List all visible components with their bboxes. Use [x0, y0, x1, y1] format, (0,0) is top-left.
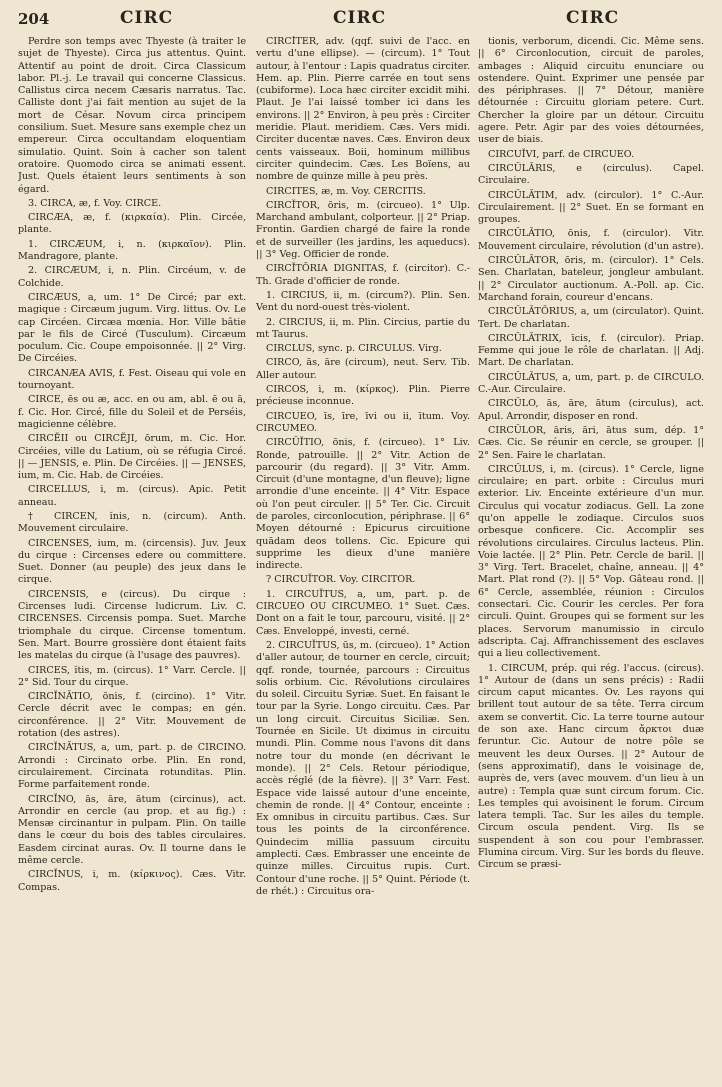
dictionary-entry: CIRCLUS, sync. p. CIRCULUS. Virg. — [266, 343, 442, 355]
dictionary-entry: CIRCŬLOR, āris, āri, ātus sum, dép. 1° Cæs. Cic. Se réunir en cercle, se grouper. || 2° Sen. Faire le charlatan. — [478, 424, 704, 461]
dictionary-entry: † CIRCEN, ĭnis, n. (circum). Anth. Mouvement circulaire. — [18, 510, 246, 535]
dictionary-entry: CIRCĬNO, ās, āre, ātum (circinus), act. Arrondir en cercle (au prop. et au fig.) : Mensæ circinantur in pulpam. Plin. On taille dans le cœur du bois des tables circulaires. Easdem circinat auras. Ov. Il tourne dans le même cercle. — [18, 793, 246, 866]
dictionary-entry: CIRCŬLUS, i, m. (circus). 1° Cercle, ligne circulaire; en part. orbite : Circulus muri exterior. Liv. Enceinte extérieure d'un mur. Circulus qui vocatur zodiacus. Gell. La zone qu'on appelle le zodiaque. Circulos suos orbesque conficere. Cic. Accomplir ses révolutions circulaires. Circulus lacteus. Plin. Voie lactée. || 2° Plin. Petr. Cercle de baril. || 3° Virg. Tert. Bracelet, chaîne, anneau. || 4° Mart. Plat rond (?). || 5° Vop. Gâteau rond. || 6° Cercle, assemblée, réunion : Circulos consectari. Cic. Courir les cercles. Per fora circuli. Quint. Groupes qui se forment sur les places. Servorum manumissio in circulo adscripta. Caj. Affranchissement des esclaves qui a lieu collectivement. — [478, 463, 704, 660]
dictionary-entry: CIRCŬLO, ās, āre, ātum (circulus), act. Apul. Arrondir, disposer en rond. — [478, 398, 704, 422]
dictionary-entry: 2. CIRCÆUM, i, n. Plin. Circéum, v. de Colchide. — [18, 265, 246, 289]
column-left — [18, 36, 246, 1076]
running-head-left: CIRC — [120, 8, 174, 28]
dictionary-entry: CIRCŬLĀTRIX, īcis, f. (circulor). Priap. Femme qui joue le rôle de charlatan. || Adj. Mart. De charlatan. — [478, 332, 704, 369]
running-head-right: CIRC — [566, 8, 620, 28]
dictionary-entry: 3. CIRCA, æ, f. Voy. CIRCE. — [28, 197, 162, 209]
dictionary-entry: CIRCENSES, ium, m. (circensis). Juv. Jeux du cirque : Circenses edere ou committere. Suet. Donner (au peuple) des jeux dans le cirque. — [18, 537, 246, 586]
dictionary-entry: Perdre son temps avec Thyeste (à traiter le sujet de Thyeste). Circa jus attentus. Quint. Attentif au point de droit. Circa Classicum labor. Pl.-j. Le travail qui concerne Classicus. Callistus circa necem Cæsaris narratus. Tac. Calliste dont j'ai fait mention au sujet de la mort de César. Novum circa principem consilium. Suet. Mesure sans exemple chez un empereur. Circa occultandam eloquentiam simulatio. Quint. Soin à cacher son talent oratoire. Quomodo circa se animati essent. Just. Quels étaient leurs sentiments à son égard. — [18, 36, 246, 195]
dictionary-entry: 1. CIRCUM, prép. qui rég. l'accus. (circus). 1° Autour de (dans un sens précis) : Radii circum caput micantes. Ov. Les rayons qui brillent tout autour de sa tête. Terra circum axem se convertit. Cic. La terre tourne autour de son axe. Hanc circum ἄρκτοι duæ feruntur. Cic. Autour de notre pôle se meuvent les deux Ourses. || 2° Autour de (sens approximatif), dans le voisinage de, auprès de, vers (avec mouvem. d'un lieu à un autre) : Templa quæ sunt circum forum. Cic. Les temples qui avoisinent le forum. Circum latera templi. Tac. Sur les ailes du temple. Circum oscula pendent. Virg. Ils se suspendent à son cou pour l'embrasser. Flumina circum. Virg. Sur les bords du fleuve. Circum se præsi- — [478, 662, 704, 871]
dictionary-entry: CIRCANÆA AVIS, f. Fest. Oiseau qui vole en tournoyant. — [18, 367, 246, 392]
page-header — [0, 6, 722, 30]
dictionary-entry: tionis, verborum, dicendi. Cic. Même sens. || 6° Circonlocution, circuit de paroles, ambages : Aliquid circuitu enunciare ou ostendere. Quint. Exprimer une pensée par des périphrases. || 7° Détour, manière détournée : Circuitu gloriam petere. Curt. Chercher la gloire par un détour. Circuitu agere. Petr. Agir par des voies détournées, user de biais. — [478, 36, 704, 146]
dictionary-entry: 1. CIRCÆUM, i, n. (κιρκαῖον). Plin. Mandragore, plante. — [18, 238, 246, 263]
dictionary-entry: CIRCÆA, æ, f. (κιρκαία). Plin. Circée, plante. — [18, 212, 246, 236]
dictionary-entry: CIRCŬLĀTIM, adv. (circulor). 1° C.-Aur. Circulairement. || 2° Suet. En se formant en groupes. — [478, 189, 704, 226]
dictionary-entry: CIRCŬLĀTIO, ōnis, f. (circulor). Vitr. Mouvement circulaire, révolution (d'un astre). — [478, 228, 704, 252]
dictionary-entry: CIRCITES, æ, m. Voy. CERCITIS. — [266, 185, 426, 197]
dictionary-entry: CIRCĬTOR, ōris, m. (circueo). 1° Ulp. Marchand ambulant, colporteur. || 2° Priap. Frontin. Gardien chargé de faire la ronde et de surveiller (les jardins, les aqueducs). || 3° Veg. Officier de ronde. — [256, 199, 470, 261]
dictionary-entry: CIRCENSIS, e (circus). Du cirque : Circenses ludi. Circense ludicrum. Liv. C. CIRCENSES. Circensis pompa. Suet. Marche triomphale du cirque. Circense tomentum. Sen. Mart. Bourre grossière dont étaient faits les matelas du cirque (à l'usage des pauvres). — [18, 588, 246, 662]
dictionary-entry: CIRCUĬVI, parf. de CIRCUEO. — [488, 148, 635, 160]
dictionary-entry: CIRCŬLĀTŌRIUS, a, um (circulator). Quint. Tert. De charlatan. — [478, 306, 704, 330]
dictionary-entry: CIRCŬLĀRIS, e (circulus). Capel. Circulaire. — [478, 162, 704, 187]
dictionary-entry: 1. CIRCUĬTUS, a, um, part. p. de CIRCUEO OU CIRCUMEO. 1° Suet. Cæs. Dont on a fait le tour, parcouru, visité. || 2° Cæs. Enveloppé, investi, cerné. — [256, 588, 470, 637]
dictionary-entry: 2. CIRCUĬTUS, ūs, m. (circueo). 1° Action d'aller autour, de tourner en cercle, circuit; qqf. ronde, tournée, parcours : Circuitus solis orbium. Cic. Révolutions circulaires du soleil. Circuitu Syriæ. Suet. En faisant le tour par la Syrie. Longo circuitu. Cæs. Par un long circuit. Circuitus Siciliæ. Sen. Tournée en Sicile. Ut diximus in circuitu mundi. Plin. Comme nous l'avons dit dans notre tour du monde (en décrivant le monde). || 2° Cels. Retour périodique, accès réglé (de la fièvre). || 3° Varr. Fest. Espace vide laissé autour d'une enceinte, chemin de ronde. || 4° Contour, enceinte : Ex omnibus in circuitu partibus. Cæs. Sur tous les points de la circonférence. Quindecim millia passuum circuitu amplecti. Cæs. Embrasser une enceinte de quinze milles. Circuitus rupis. Curt. Contour d'une roche. || 5° Quint. Période (t. de rhét.) : Circuitus ora- — [256, 639, 470, 897]
page-number: 204 — [18, 10, 50, 28]
dictionary-entry: CIRCĬNĀTUS, a, um, part. p. de CIRCINO. Arrondi : Circinato orbe. Plin. En rond, circulairement. Circinata rotunditas. Plin. Forme parfaitement ronde. — [18, 742, 246, 791]
dictionary-entry: CIRCO, ās, āre (circum), neut. Serv. Tib. Aller autour. — [256, 357, 470, 381]
dictionary-entry: 2. CIRCIUS, ii, m. Plin. Circius, partie du mt Taurus. — [256, 316, 470, 340]
dictionary-entry: CIRCOS, i, m. (κίρκος). Plin. Pierre précieuse inconnue. — [256, 384, 470, 408]
dictionary-entry: CIRCŬLĀTUS, a, um, part. p. de CIRCULO. C.-Aur. Circulaire. — [478, 371, 704, 396]
dictionary-entry: 1. CIRCIUS, ii, m. (circum?). Plin. Sen. Vent du nord-ouest très-violent. — [256, 289, 470, 314]
column-middle — [256, 36, 470, 1076]
dictionary-entry: CIRCE, ēs ou æ, acc. en ou am, abl. ē ou ā, f. Cic. Hor. Circé, fille du Soleil et de Perséis, magicienne célèbre. — [18, 394, 246, 430]
dictionary-entry: ? CIRCUĬTOR. Voy. CIRCITOR. — [266, 574, 416, 586]
dictionary-entry: CIRCĬNUS, i, m. (κίρκινος). Cæs. Vitr. Compas. — [18, 869, 246, 893]
dictionary-entry: CIRCĬTŌRIA DIGNITAS, f. (circitor). C.-Th. Grade d'officier de ronde. — [256, 263, 470, 287]
dictionary-entry: CIRCĬNĀTIO, ōnis, f. (circino). 1° Vitr. Cercle décrit avec le compas; en gén. circonférence. || 2° Vitr. Mouvement de rotation (des astres). — [18, 691, 246, 740]
dictionary-entry: CIRCĬTER, adv. (qqf. suivi de l'acc. en vertu d'une ellipse). — (circum). 1° Tout autour, à l'entour : Lapis quadratus circiter. Hem. ap. Plin. Pierre carrée en tout sens (cubiforme). Loca hæc circiter excidit mihi. Plaut. Je l'ai laissé tomber ici dans les environs. || 2° Environ, à peu près : Circiter meridie. Plaut. meridiem. Cæs. Vers midi. Circiter ducentæ naves. Cæs. Environ deux cents vaisseaux. Boii, hominum millibus circiter quindecim. Cæs. Les Boïens, au nombre de quinze mille à peu près. — [256, 36, 470, 183]
dictionary-entry: CIRCĔII ou CIRCĔJI, ōrum, m. Cic. Hor. Circéies, ville du Latium, où se réfugia Circé. || — JENSIS, e. Plin. De Circéies. || — JENSES, ium, m. Cic. Hab. de Circéies. — [18, 433, 246, 482]
dictionary-entry: CIRCUEO, īs, īre, īvi ou ii, ītum. Voy. CIRCUMEO. — [256, 410, 470, 434]
running-head-center: CIRC — [333, 8, 387, 28]
dictionary-entry: CIRCŬLĀTOR, ōris, m. (circulor). 1° Cels. Sen. Charlatan, bateleur, jongleur ambulant. || 2° Circulator auctionum. A.-Poll. ap. Cic. Marchand forain, coureur d'encans. — [478, 255, 704, 303]
dictionary-entry: CIRCŬĬTIO, ōnis, f. (circueo). 1° Liv. Ronde, patrouille. || 2° Vitr. Action de parcourir (du regard). || 3° Vitr. Amm. Circuit (d'une montagne, d'un fleuve); ligne arrondie d'une enceinte. || 4° Vitr. Espace où l'on peut circuler. || 5° Ter. Cic. Circuit de paroles, circonlocution, périphrase. || 6° Moyen détourné : Epicurus circuitione quādam deos tollens. Cic. Epicure qui supprime les dieux d'une manière indirecte. — [256, 437, 470, 572]
dictionary-entry: CIRCELLUS, i, m. (circus). Apic. Petit anneau. — [18, 484, 246, 508]
dictionary-entry: CIRCÆUS, a, um. 1° De Circé; par ext. magique : Circæum jugum. Virg. littus. Ov. Le cap Circéen. Circæa mœnia. Hor. Ville bâtie par le fils de Circé (Tusculum). Circæum poculum. Cic. Coupe empoisonnée. || 2° Virg. De Circéies. — [18, 291, 246, 365]
column-right — [478, 36, 704, 1076]
dictionary-entry: CIRCES, ĭtis, m. (circus). 1° Varr. Cercle. || 2° Sid. Tour du cirque. — [18, 664, 246, 688]
